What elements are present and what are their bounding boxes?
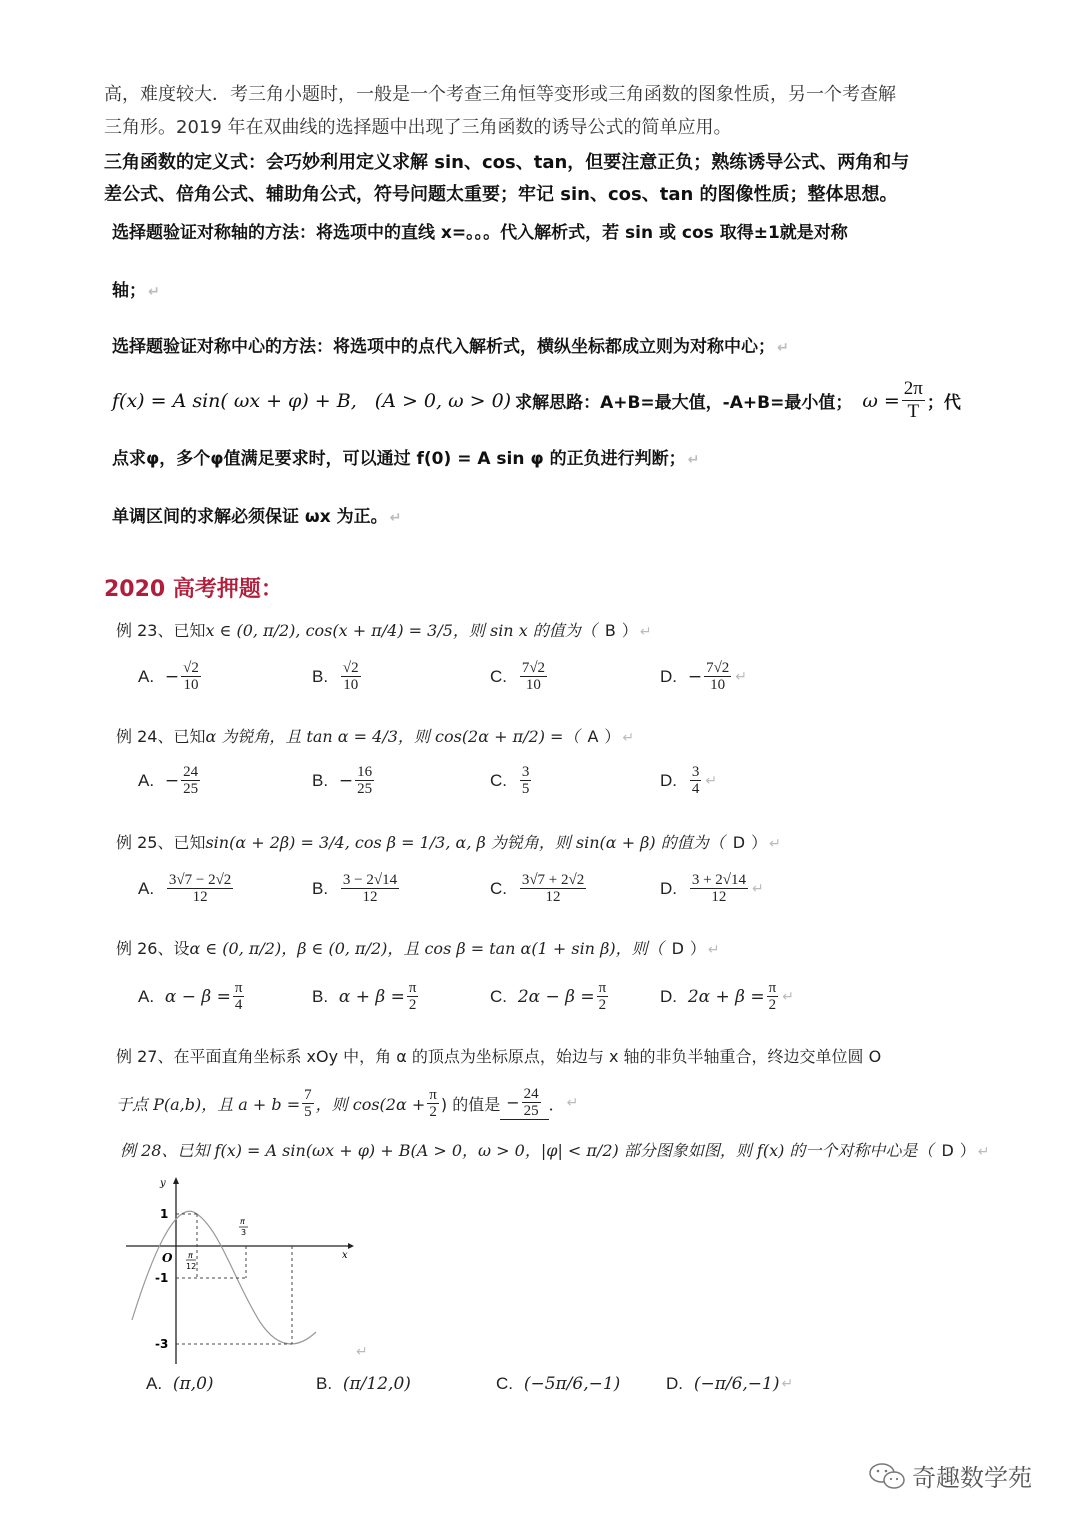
tick-y-neg3: -3 [155, 1337, 169, 1351]
q28-option-b[interactable]: B. (π/12,0) [316, 1374, 411, 1394]
x-axis-arrow-icon [348, 1243, 354, 1249]
tick-x-pi12-num: π [188, 1251, 193, 1260]
tip-monotonic: 单调区间的求解必须保证 ωx 为正。 ↵ [112, 507, 402, 527]
q26-option-c[interactable]: C. 2α − β = $\frac{\pi}{2}$ [490, 980, 607, 1013]
section-title: 2020 高考押题： [104, 577, 283, 602]
tip-formula-line [112, 378, 961, 423]
tip-symmetry-axis-line-2: 轴； ↵ [112, 281, 160, 301]
formula-cond: (A > 0, ω > 0) [374, 389, 512, 412]
tick-x-pi12-den: 12 [186, 1262, 197, 1271]
tip-symmetry-axis-line-1: 选择题验证对称轴的方法：将选项中的直线 x=。。。代入解析式，若 sin 或 cos 取得±1就是对称 [112, 223, 848, 243]
intro-line-1: 高，难度较大．考三角小题时，一般是一个考查三角恒等变形或三角函数的图象性质，另一个考查解 [104, 84, 896, 105]
formula-omega-fraction: $\frac{2\pi}{T}$ [903, 378, 923, 422]
intro-line-2: 三角形。2019 年在双曲线的选择题中出现了三角函数的诱导公式的简单应用。 [104, 117, 732, 138]
q23-option-b[interactable]: B. √2 10 [312, 660, 359, 693]
q24-option-b[interactable]: B. − $\frac{16}{25}$ [312, 764, 373, 797]
q25-option-d[interactable]: D. 3 + 2√14 12 ↵ [660, 872, 764, 905]
tip-symmetry-center: 选择题验证对称中心的方法：将选项中的点代入解析式，横纵坐标都成立则为对称中心； ↵ [112, 337, 789, 357]
graph-return-mark: ↵ [356, 1344, 368, 1360]
q23-stem: 例 23、已知x ∈ (0, π/2), cos(x + π/4) = 3/5，则 sin x 的值为（ B ） ↵ [116, 621, 652, 640]
q23-option-a[interactable]: A. − $\frac{√2}{10}$ [138, 660, 199, 693]
q23-option-d[interactable]: D. − $\frac{7√2}{10}$ ↵ [660, 660, 748, 693]
origin-label: O [162, 1251, 173, 1265]
q24-option-a[interactable]: A. − $\frac{24}{25}$ [138, 764, 199, 797]
q26-option-d[interactable]: D. 2α + β = $\frac{\pi}{2}$ ↵ [660, 980, 794, 1013]
tip-phi-line: 点求φ，多个φ值满足要求时，可以通过 f(0) = A sin φ 的正负进行判断； ↵ [112, 449, 700, 469]
formula-tail: ；代 [926, 393, 961, 413]
tip-definition-line-1: 三角函数的定义式：会巧妙利用定义求解 sin、cos、tan，但要注意正负；熟练诱导公式、两角和与 [104, 152, 910, 173]
q24-stem: 例 24、已知α 为锐角，且 tan α = 4/3，则 cos(2α + π/2) =（ A ） ↵ [116, 727, 635, 746]
tick-x-pi3-den: 3 [241, 1228, 247, 1237]
q27-line-1: 例 27、在平面直角坐标系 xOy 中，角 α 的顶点为坐标原点，始边与 x 轴的非负半轴重合，终边交单位圆 O [116, 1047, 882, 1066]
q25-option-a[interactable]: A. 3√7 − 2√2 12 [138, 872, 232, 905]
q26-option-b[interactable]: B. α + β = $\frac{\pi}{2}$ [312, 980, 417, 1013]
tick-y-neg1: -1 [155, 1271, 169, 1285]
q27-line-2: 于点 P(a,b)，且 a + b = $\frac{7}{5}$ ，则 cos(2α + $\frac{\pi}{2}$ ) 的值是 − $\frac{24}{25}$ ． ↵ [116, 1086, 579, 1120]
q28-stem: 例 28、已知 f(x) = A sin(ωx + φ) + B(A > 0，ω > 0，|φ| < π/2) 部分图象如图，则 f(x) 的一个对称中心是（ D ） ↵ [120, 1141, 990, 1160]
q28-option-d[interactable]: D. (−π/6,−1) ↵ [666, 1374, 794, 1394]
q26-option-a[interactable]: A. α − β = $\frac{\pi}{4}$ [138, 980, 243, 1013]
q28-option-c[interactable]: C. (−5π/6,−1) [496, 1374, 621, 1394]
x-axis-label: x [342, 1250, 348, 1261]
tick-x-pi3-num: π [240, 1217, 245, 1226]
watermark: 奇趣数学苑 [868, 1458, 1032, 1493]
q25-option-c[interactable]: C. 3√7 + 2√2 12 [490, 872, 585, 905]
q27-answer-blank: − $\frac{24}{25}$ [500, 1086, 548, 1120]
q24-option-c[interactable]: C. 3 5 [490, 764, 530, 797]
formula-f: f(x) = A sin( ωx + φ) + B, [112, 389, 357, 412]
y-axis-arrow-icon [173, 1177, 179, 1184]
formula-text: 求解思路：A+B=最大值，-A+B=最小值； [515, 393, 853, 413]
q25-option-b[interactable]: B. 3 − 2√14 12 [312, 872, 398, 905]
q26-stem: 例 26、设α ∈ (0, π/2)，β ∈ (0, π/2)，且 cos β = tan α(1 + sin β)，则（ D ） ↵ [116, 939, 720, 958]
q28-graph [120, 1172, 360, 1372]
wechat-icon [868, 1461, 906, 1491]
q25-stem: 例 25、已知sin(α + 2β) = 3/4, cos β = 1/3, α, β 为锐角，则 sin(α + β) 的值为（ D ） ↵ [116, 833, 781, 852]
formula-omega: ω = [862, 389, 900, 412]
tip-definition-line-2: 差公式、倍角公式、辅助角公式，符号问题太重要；牢记 sin、cos、tan 的图像性质；整体思想。 [104, 184, 898, 205]
y-axis-label: y [160, 1178, 166, 1189]
q23-option-c[interactable]: C. 7√2 10 [490, 660, 546, 693]
q28-option-a[interactable]: A. (π,0) [146, 1374, 214, 1394]
tick-y-1: 1 [160, 1207, 169, 1221]
q24-option-d[interactable]: D. 3 4 ↵ [660, 764, 718, 797]
